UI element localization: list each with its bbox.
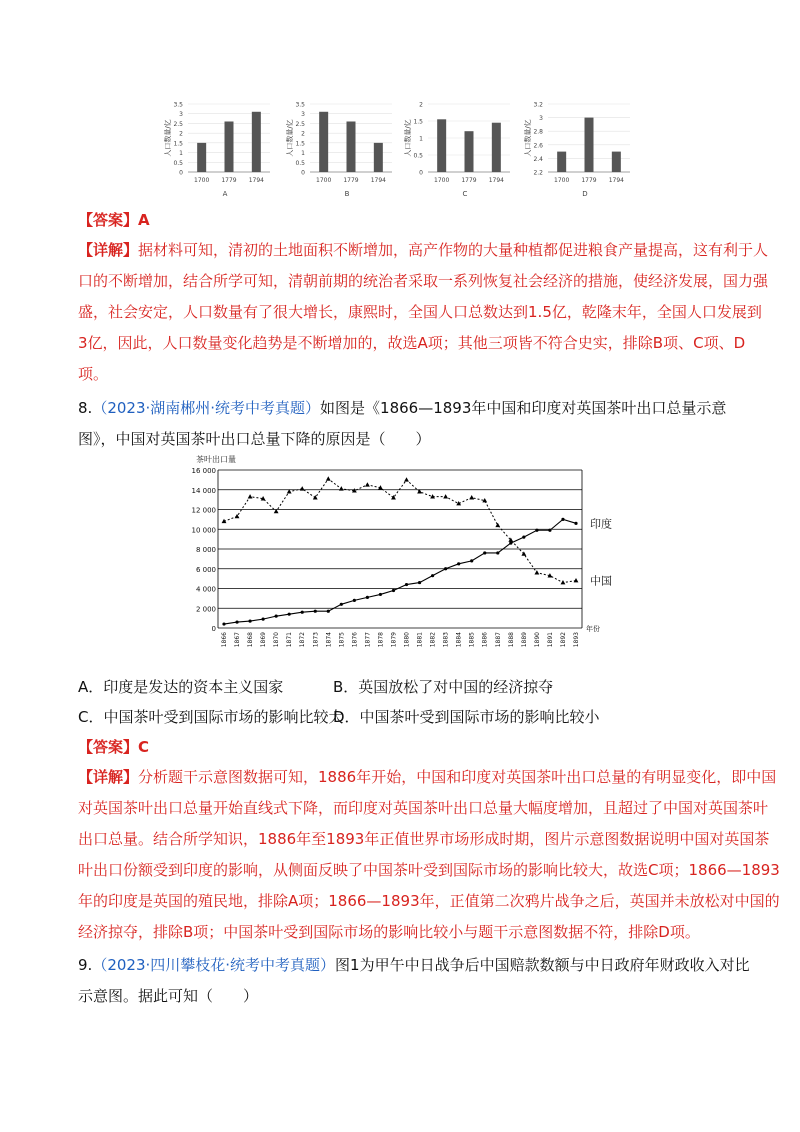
y-tick-label: 1 (419, 135, 423, 143)
data-point-china (365, 482, 370, 486)
x-tick-label: 1886 (481, 632, 489, 648)
y-tick-label: 2.5 (173, 120, 183, 128)
x-tick-label: 1883 (442, 632, 450, 648)
x-tick-label: 1873 (312, 632, 320, 648)
data-point-india (496, 551, 499, 554)
chart-caption: D (582, 190, 588, 198)
data-point-india (248, 619, 251, 622)
x-tick-label: 1700 (434, 177, 450, 184)
chart-caption: B (344, 190, 350, 198)
data-point-india (483, 551, 486, 554)
y-tick-label: 1.5 (413, 118, 423, 126)
q7-answer: 【答案】A (78, 211, 150, 229)
data-point-india (431, 574, 434, 577)
y-tick-label: 2.2 (533, 169, 543, 177)
data-point-china (534, 570, 539, 574)
q7-detail-line-4: 3亿，因此，人口数量变化趋势是不断增加的，故选A项；其他三项皆不符合史实，排除B项、C项、D (78, 334, 746, 352)
data-point-india (574, 522, 577, 525)
data-point-india (222, 622, 225, 625)
data-point-china (326, 476, 331, 480)
y-tick-label: 0 (301, 169, 305, 177)
y-tick-label: 10 000 (191, 526, 216, 535)
q8-stem-line-2: 图》，中国对英国茶叶出口总量下降的原因是（ ） (78, 430, 431, 448)
data-point-india (288, 613, 291, 616)
q8-detail-line-1: 【详解】分析题干示意图数据可知，1886年开始，中国和印度对英国茶叶出口总量的有明显变化，即中国 (78, 768, 777, 786)
data-point-china (469, 495, 474, 499)
x-tick-label: 1794 (248, 177, 264, 184)
y-tick-label: 0 (419, 169, 423, 177)
data-point-india (548, 529, 551, 532)
x-tick-label: 1868 (247, 632, 255, 648)
data-point-india (340, 603, 343, 606)
data-point-india (535, 529, 538, 532)
data-point-india (392, 589, 395, 592)
data-point-china (443, 494, 448, 498)
x-tick-label: 1779 (461, 177, 477, 184)
x-tick-label: 1700 (316, 177, 332, 184)
chart-title: 茶叶出口量 (196, 455, 236, 464)
data-point-india (275, 615, 278, 618)
q8-option-d[interactable]: D．中国茶叶受到国际市场的影响比较小 (333, 708, 600, 726)
bar (347, 121, 356, 172)
x-tick-label: 1779 (221, 177, 237, 184)
x-tick-label: 1794 (488, 177, 504, 184)
y-tick-label: 3 (301, 111, 305, 119)
y-tick-label: 1.5 (295, 140, 305, 148)
chart-caption: C (462, 190, 468, 198)
bar (612, 152, 621, 172)
y-tick-label: 2 (179, 130, 183, 138)
q8-detail-line-6: 经济掠夺，排除B项；中国茶叶受到国际市场的影响比较小与题干示意图数据不符，排除D项。 (78, 923, 700, 941)
y-tick-label: 2.5 (295, 120, 305, 128)
x-tick-label: 1877 (364, 632, 372, 648)
series-label-china: 中国 (590, 574, 612, 588)
y-tick-label: 3.5 (295, 101, 305, 109)
data-point-india (522, 536, 525, 539)
x-tick-label: 1893 (573, 632, 580, 648)
x-tick-label: 1879 (390, 632, 398, 648)
data-point-india (301, 611, 304, 614)
y-tick-label: 0 (179, 169, 183, 177)
data-point-india (470, 559, 473, 562)
y-tick-label: 3 (539, 115, 543, 123)
q9-stem-line-2: 示意图。据此可知（ ） (78, 987, 259, 1005)
y-tick-label: 1 (179, 150, 183, 158)
x-tick-label: 1871 (286, 632, 294, 648)
q9-source: （2023·四川攀枝花·统考中考真题） (92, 956, 336, 974)
x-tick-label: 1869 (260, 632, 268, 648)
chart-caption: A (222, 190, 228, 198)
q8-detail-line-3: 出口总量。结合所学知识，1886年至1893年正值世界市场形成时期，图片示意图数据说明中国对英国茶 (78, 830, 770, 848)
q8-detail-line-4: 叶出口份额受到印度的影响，从侧面反映了中国茶叶受到国际市场的影响比较大，故选C项；1866—1893 (78, 861, 780, 879)
x-tick-label: 1880 (403, 632, 411, 648)
series-label-india: 印度 (590, 517, 612, 531)
series-line-china (224, 479, 576, 583)
data-point-india (405, 583, 408, 586)
y-tick-label: 0.5 (295, 159, 305, 167)
data-point-india (509, 541, 512, 544)
q8-detail-line-5: 年的印度是英国的殖民地，排除A项；1866—1893年，正值第二次鸦片战争之后，英国并未放松对中国的 (78, 892, 780, 910)
q8-options-row-2 (78, 707, 600, 727)
q8-option-a[interactable]: A．印度是发达的资本主义国家 (78, 678, 284, 696)
y-tick-label: 8 000 (195, 546, 216, 554)
x-tick-label: 1888 (507, 632, 515, 648)
bar (374, 143, 383, 172)
y-tick-label: 2.4 (533, 155, 543, 163)
data-point-china (248, 494, 253, 498)
y-tick-label: 2 000 (195, 605, 216, 614)
data-point-india (366, 596, 369, 599)
x-tick-label: 1890 (533, 632, 541, 648)
data-point-china (300, 486, 305, 490)
q9-stem-line-1: 9.（2023·四川攀枝花·统考中考真题）图1为甲午中日战争后中国赔款数额与中日政府年财政收入对比 (78, 956, 750, 974)
x-tick-label: 1874 (325, 632, 333, 648)
x-tick-label: 1892 (559, 632, 567, 648)
data-point-china (561, 580, 566, 584)
bar (492, 123, 501, 172)
y-tick-label: 2.8 (533, 128, 543, 136)
x-tick-label: 1700 (554, 177, 570, 184)
y-tick-label: 2.6 (533, 142, 543, 150)
x-tick-label: 1794 (370, 177, 386, 184)
q8-option-b[interactable]: B．英国放松了对中国的经济掠夺 (333, 678, 554, 696)
bar (437, 119, 446, 172)
q7-detail-line-2: 口的不断增加，结合所学可知，清朝前期的统治者采取一系列恢复社会经济的措施，使经济发展，国力强 (78, 272, 769, 290)
data-point-india (379, 593, 382, 596)
q8-options-row-1 (78, 677, 553, 697)
q8-stem-line-1: 8.（2023·湖南郴州·统考中考真题）如图是《1866—1893年中国和印度对英国茶叶出口总量示意 (78, 399, 727, 417)
y-axis-label: 人口数量/亿 (164, 119, 172, 157)
y-tick-label: 12 000 (191, 506, 216, 515)
x-tick-label: 1870 (273, 632, 281, 648)
x-tick-label: 1891 (546, 632, 554, 648)
data-point-india (327, 610, 330, 613)
x-tick-label: 1887 (494, 632, 502, 648)
data-point-china (574, 578, 579, 582)
y-tick-label: 0 (211, 625, 216, 633)
data-point-india (561, 518, 564, 521)
data-point-india (262, 618, 265, 621)
y-tick-label: 1.5 (173, 140, 183, 148)
x-tick-label: 1875 (338, 632, 346, 648)
data-point-china (339, 486, 344, 490)
y-tick-label: 3 (179, 111, 183, 119)
y-axis-label: 人口数量/亿 (404, 119, 412, 157)
tea-export-line-chart (190, 452, 630, 660)
data-point-india (418, 581, 421, 584)
bar-chart-c (398, 96, 518, 206)
y-axis-label: 人口数量/亿 (286, 119, 294, 157)
y-axis-label: 人口数量/亿 (524, 119, 532, 157)
y-tick-label: 0.5 (173, 159, 183, 167)
bar (252, 112, 261, 172)
x-tick-label: 1700 (194, 177, 210, 184)
bar-chart-b (280, 96, 400, 206)
q8-detail-line-2: 对英国茶叶出口总量开始直线式下降，而印度对英国茶叶出口总量大幅度增加，且超过了中国对英国茶叶 (78, 799, 769, 817)
x-tick-label: 1878 (377, 632, 385, 648)
y-tick-label: 3.5 (173, 101, 183, 109)
bar-chart-a (158, 96, 278, 206)
bar (465, 131, 474, 172)
bar (197, 143, 206, 172)
x-tick-label: 1876 (351, 632, 359, 648)
q7-detail-line-5: 项。 (78, 365, 109, 383)
bar-chart-d (518, 96, 638, 206)
data-point-china (521, 551, 526, 555)
y-tick-label: 3.2 (533, 101, 543, 109)
x-tick-label: 1779 (581, 177, 597, 184)
x-tick-label: 1881 (416, 632, 424, 648)
y-tick-label: 14 000 (191, 486, 216, 495)
y-tick-label: 0.5 (413, 152, 423, 160)
data-point-china (404, 477, 409, 481)
y-tick-label: 16 000 (191, 467, 216, 475)
x-tick-label: 1884 (455, 632, 463, 648)
q7-detail-line-3: 盛，社会安定，人口数量有了很大增长，康熙时，全国人口总数达到1.5亿，乾隆末年，全国人口发展到 (78, 303, 762, 321)
y-tick-label: 1 (301, 150, 305, 158)
y-tick-label: 6 000 (195, 565, 216, 574)
x-tick-label: 1867 (234, 632, 242, 648)
q7-detail-line-1: 【详解】据材料可知，清初的土地面积不断增加，高产作物的大量种植都促进粮食产量提高，这有利于人 (78, 241, 769, 259)
q8-answer: 【答案】C (78, 738, 150, 756)
data-point-india (314, 610, 317, 613)
bar (557, 152, 566, 172)
y-tick-label: 2 (301, 130, 305, 138)
y-tick-label: 4 000 (195, 585, 216, 594)
bar (319, 112, 328, 172)
data-point-india (444, 567, 447, 570)
x-tick-label: 1794 (608, 177, 624, 184)
bar (225, 121, 234, 172)
q8-option-c[interactable]: C．中国茶叶受到国际市场的影响比较大 (78, 708, 344, 726)
x-tick-label: 1885 (468, 632, 476, 648)
x-tick-label: 1866 (221, 632, 228, 648)
bar (585, 118, 594, 172)
data-point-india (457, 562, 460, 565)
x-axis-label: 年份 (586, 625, 600, 633)
y-tick-label: 2 (419, 101, 423, 109)
x-tick-label: 1889 (520, 632, 528, 648)
x-tick-label: 1882 (429, 632, 437, 648)
data-point-india (235, 620, 238, 623)
q8-source: （2023·湖南郴州·统考中考真题） (92, 399, 321, 417)
data-point-china (495, 523, 500, 527)
x-tick-label: 1779 (343, 177, 359, 184)
data-point-india (353, 599, 356, 602)
x-tick-label: 1872 (299, 632, 307, 648)
